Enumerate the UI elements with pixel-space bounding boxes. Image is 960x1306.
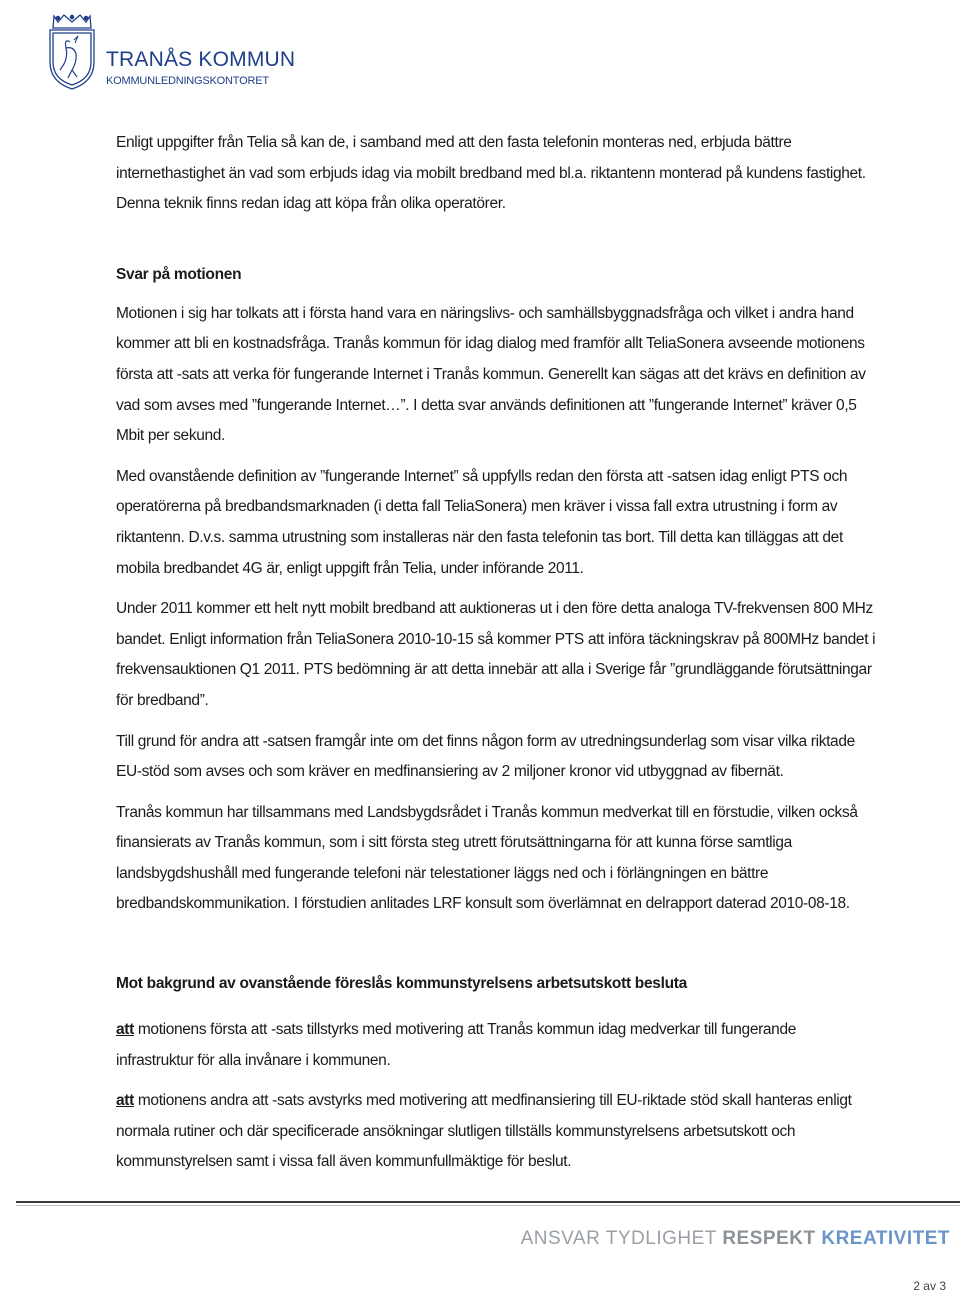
page-number: 2 av 3 [913, 1279, 946, 1293]
section-heading-answer: Svar på motionen [116, 265, 242, 283]
letterhead [44, 12, 444, 92]
footer-divider [16, 1201, 960, 1203]
proposal-item-1 [116, 1015, 876, 1076]
proposal-text: motionens andra att -sats avstyrks med motivering att medfinansiering till EU-riktade stöd skall hanteras enligt normala rutiner och där specificerade ansökningar slutligen tillställs kommunstyrelsens arbetsutskott och kommunstyrelsen samt i vissa fall även kommunfullmäktige för beslut. [116, 1092, 852, 1171]
org-department: KOMMUNLEDNINGSKONTORET [106, 75, 269, 87]
paragraph-definition: Med ovanstående definition av ”fungerande Internet” så uppfylls redan den första att -satsen idag enligt PTS och operatörerna på bredbandsmarknaden (i detta fall TeliaSonera) men kräver i vissa fall extra utrustning i form av riktantenn. D.v.s. samma utrustning som installeras när den fasta telefonin tas bort. Till detta kan tilläggas att det mobila bredbandet 4G är, enligt uppgift från Telia, under införande 2011. [116, 467, 848, 577]
letter-body [116, 128, 876, 1188]
paragraph-prestudy: Tranås kommun har tillsammans med Landsbygdsrådet i Tranås kommun medverkat till en förstudie, vilken också finansierats av Tranås kommun, som i sitt första steg utrett förutsättningarna för att kunna förse samtliga landsbygdshushåll med fungerande telefoni när telestationer läggs ned och i förlängningen en bättre bredbandskommunikation. I förstudien anlitades LRF konsult som överlämnat en delrapport daterad 2010-08-18. [116, 803, 858, 913]
paragraph-800mhz: Under 2011 kommer ett helt nytt mobilt bredband att auktioneras ut i den före detta analoga TV-frekvensen 800 MHz bandet. Enligt information från TeliaSonera 2010-10-15 så kommer PTS att införa täckningskrav på 800MHz bandet i frekvensauktionen Q1 2011. PTS bedömning är att detta innebär att alla i Sverige får ”grundläggande förutsättningar för bredband”. [116, 600, 876, 709]
paragraph-motion: Motionen i sig har tolkats att i första hand vara en näringslivs- och samhällsbyggnadsfråga och vilket i andra hand kommer att bli en kostnadsfråga. Tranås kommun för idag dialog med framför allt TeliaSonera avseende motionens första att -sats att verka för fungerande Internet i Tranås kommun. Generellt kan sägas att det krävs en definition av vad som avses med ”fungerande Internet…”. I detta svar används definitionen att ”fungerande Internet” kräver 0,5 Mbit per sekund. [116, 304, 866, 445]
municipal-crest-icon [44, 12, 100, 90]
org-name: TRANÅS KOMMUN [106, 48, 296, 71]
paragraph-eu-support: Till grund för andra att -satsen framgår inte om det finns någon form av utredningsunderlag som visar vilka riktade EU-stöd som avses och som kräver en medfinansiering av 2 miljoner kronor vid utbyggnad av fibernät. [116, 732, 855, 781]
att-label: att [116, 1021, 134, 1039]
footer-motto [521, 1228, 950, 1250]
att-label: att [116, 1092, 134, 1110]
motto-word: RESPEKT [722, 1228, 822, 1249]
paragraph-telia: Enligt uppgifter från Telia så kan de, i samband med att den fasta telefonin monteras ned, erbjuda bättre internethastighet än vad som erbjuds idag via mobilt bredband med bl.a. riktantenn monterad på kundens fastighet. Denna teknik finns redan idag att köpa från olika operatörer. [116, 134, 866, 213]
proposal-item-2 [116, 1086, 876, 1178]
motto-word: TYDLIGHET [605, 1228, 723, 1249]
footer-divider-thin [16, 1205, 960, 1206]
section-heading-proposal: Mot bakgrund av ovanstående föreslås kommunstyrelsens arbetsutskott besluta [116, 975, 687, 993]
motto-word: KREATIVITET [821, 1228, 950, 1249]
proposal-text: motionens första att -sats tillstyrks med motivering att Tranås kommun idag medverkar till fungerande infrastruktur för alla invånare i kommunen. [116, 1021, 796, 1069]
motto-word: ANSVAR [520, 1228, 606, 1249]
